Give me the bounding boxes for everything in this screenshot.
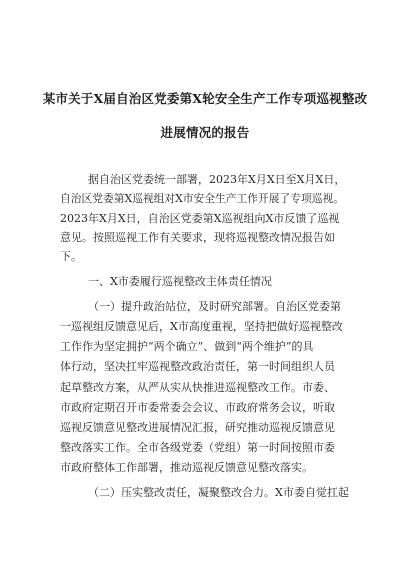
paragraph-line: 意见。按照巡视工作有关要求，现将巡视整改情况报告如 — [60, 231, 335, 244]
paragraph-line: 市政府整体工作部署，推动巡视反馈意见整改落实。 — [60, 461, 313, 474]
paragraph-line: 起草整改方案，从严从实从快推进巡视整改工作。市委、 — [60, 381, 335, 394]
paragraph-line: 下。 — [60, 250, 82, 263]
paragraph-line: 巡视反馈意见整改进展情况汇报，研究推动巡视反馈意见 — [60, 421, 335, 434]
paragraph-line: 工作作为坚定拥护“两个确立”、做到“两个维护”的具 — [60, 340, 314, 353]
paragraph-line: 2023年X月X日，自治区党委第X巡视组向X市反馈了巡视 — [60, 212, 340, 225]
paragraph-line: 市政府定期召开市委常委会会议、市政府常务会议，听取 — [60, 401, 335, 414]
paragraph-line: 一巡视组反馈意见后，X市高度重视，坚持把做好巡视整改 — [60, 320, 343, 333]
section-heading: 一、X市委履行巡视整改主体责任情况 — [88, 275, 272, 288]
document-title-line-2: 进展情况的报告 — [160, 125, 250, 140]
paragraph-line: 据自治区党委统一部署，2023年X月X日至X月X日， — [88, 173, 346, 186]
paragraph-line: （二）压实整改责任，凝聚整改合力。X市委自觉扛起 — [88, 486, 349, 499]
paragraph-line: 体行动，坚决扛牢巡视整改政治责任，第一时间组织人员 — [60, 360, 335, 373]
paragraph-line: （一）提升政治站位，及时研究部署。自治区党委第 — [88, 300, 341, 313]
paragraph-line: 自治区党委第X巡视组对X市安全生产工作开展了专项巡视。 — [60, 192, 345, 205]
paragraph-line: 整改落实工作。全市各级党委（党组）第一时间按照市委 — [60, 441, 335, 454]
document-title-line-1: 某市关于X届自治区党委第X轮安全生产工作专项巡视整改 — [42, 91, 368, 106]
